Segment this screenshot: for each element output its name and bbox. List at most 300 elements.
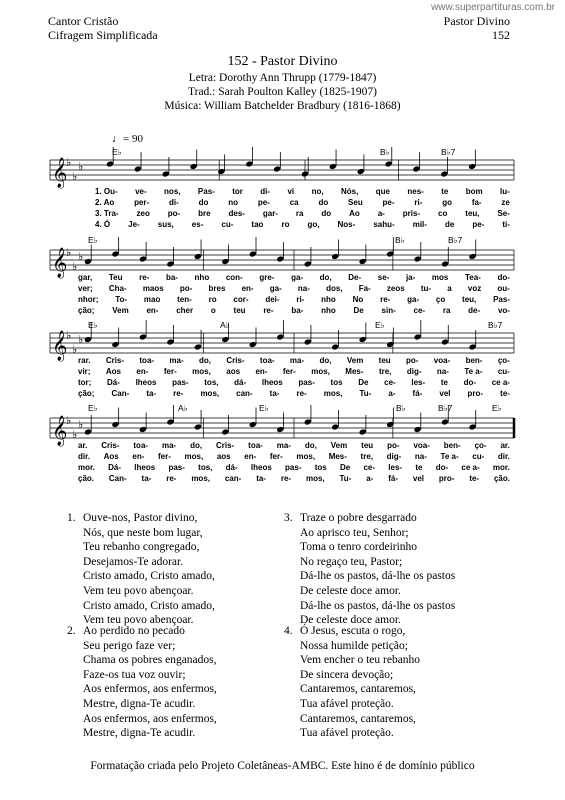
lyric-syllable: a- — [366, 474, 374, 483]
lyric-syllable: nho — [321, 295, 336, 304]
lyric-syllable: go — [442, 198, 452, 207]
lyric-syllable: vel — [412, 474, 424, 483]
lyric-syllable: les- — [411, 378, 426, 387]
stanza-line: Mestre, digna-Te acudir. — [83, 727, 196, 740]
lyric-syllable: do — [321, 209, 332, 218]
lyric-syllable: lheos — [134, 463, 156, 472]
lyric-syllable: fá- — [388, 474, 398, 483]
lyric-syllable: Cris- — [226, 356, 245, 365]
stanza-3 — [284, 511, 456, 628]
chord: B♭7 — [438, 403, 453, 413]
lyric-syllable: en- — [136, 367, 149, 376]
lyric-syllable: rar. — [78, 356, 91, 365]
chord: E♭ — [112, 147, 122, 157]
lyric-syllable: na- — [297, 284, 310, 293]
lyric-syllable: ri- — [296, 295, 305, 304]
lyric-syllable: ço- — [474, 441, 487, 450]
chord: A♭ — [220, 320, 230, 330]
system-2-lyrics — [78, 272, 510, 316]
lyric-syllable: dig- — [406, 367, 422, 376]
lyric-syllable: mor. — [78, 463, 95, 472]
lyric-syllable: sus, — [157, 220, 174, 229]
lyric-syllable: fer- — [282, 367, 296, 376]
lyric-syllable: sin- — [381, 306, 396, 315]
lyric-syllable: ou- — [497, 284, 510, 293]
chord: E♭ — [259, 403, 269, 413]
lyric-syllable: ze — [501, 198, 510, 207]
lyric-row — [95, 186, 510, 197]
stanza-line: De celeste doce amor. — [300, 614, 401, 627]
lyric-syllable: vi — [287, 187, 295, 196]
lyric-syllable: ço — [435, 295, 446, 304]
lyric-syllable: ce- — [384, 378, 396, 387]
lyric-syllable: ma- — [161, 441, 177, 450]
lyric-syllable: pro- — [438, 474, 455, 483]
lyric-syllable: co — [438, 209, 448, 218]
lyric-row — [78, 355, 510, 366]
lyric-syllable: nes- — [407, 187, 424, 196]
lyric-syllable: bre — [198, 209, 211, 218]
chord: E♭ — [375, 320, 385, 330]
lyric-syllable: pro- — [467, 389, 484, 398]
stanza-number: 2. — [67, 625, 76, 637]
lyric-syllable: ben- — [465, 356, 483, 365]
lyrics-credit: Letra: Dorothy Ann Thrupp (1779-1847) — [188, 72, 377, 84]
lyric-syllable: Fa- — [358, 284, 371, 293]
lyric-syllable: po- — [167, 209, 181, 218]
lyric-syllable: Seu — [348, 198, 363, 207]
stanza-line: Faze-os tua voz ouvir; — [83, 668, 186, 681]
lyric-syllable: pris- — [402, 209, 421, 218]
lyric-syllable: dig- — [386, 452, 402, 461]
system-3-lyrics — [78, 355, 510, 399]
lyric-syllable: Can- — [108, 474, 127, 483]
lyric-syllable: cu- — [497, 367, 510, 376]
lyric-row — [78, 462, 510, 473]
lyric-row — [78, 473, 510, 484]
lyric-syllable: maos — [142, 284, 164, 293]
translation-credit: Trad.: Sarah Poulton Kalley (1825-1907) — [188, 86, 377, 98]
lyric-syllable: fá- — [412, 389, 423, 398]
lyric-syllable: ri- — [414, 198, 423, 207]
book-name: Cantor Cristão — [48, 14, 119, 28]
lyric-syllable: con- — [225, 273, 243, 282]
lyric-syllable: do, — [319, 356, 332, 365]
lyric-syllable: do- — [497, 273, 510, 282]
lyric-row — [78, 366, 510, 377]
lyric-syllable: do, — [190, 441, 203, 450]
stanza-line: Cantaremos, cantaremos, — [300, 683, 416, 696]
stanza-line: Cristo amado, Cristo amado, — [83, 570, 215, 583]
chord: B♭ — [380, 147, 390, 157]
lyric-syllable: bom — [465, 187, 483, 196]
lyric-syllable: Nós, — [340, 187, 359, 196]
music-credit: Música: William Batchelder Bradbury (1816-1868) — [164, 100, 401, 112]
lyric-syllable: ra — [295, 209, 304, 218]
lyric-syllable: na- — [414, 452, 427, 461]
lyric-syllable: ce a- — [461, 463, 480, 472]
lyric-syllable: mos, — [192, 367, 211, 376]
lyric-syllable: can- — [224, 474, 242, 483]
system-4-lyrics — [78, 440, 510, 484]
lyric-syllable: ja- — [405, 273, 416, 282]
lyric-syllable: mos, — [200, 389, 220, 398]
lyric-row — [78, 388, 510, 399]
lyric-syllable: No — [352, 295, 364, 304]
lyric-syllable: De — [353, 306, 364, 315]
lyric-syllable: cu- — [221, 220, 234, 229]
chord: E♭ — [88, 320, 98, 330]
lyric-row — [95, 197, 510, 208]
lyric-syllable: a- — [388, 389, 396, 398]
treble-clef-icon: 𝄞 — [52, 416, 68, 446]
lyric-syllable: Can- — [111, 389, 130, 398]
lyric-syllable: De — [340, 463, 351, 472]
lyric-syllable: ar. — [78, 441, 88, 450]
lyric-syllable: ben- — [443, 441, 461, 450]
lyric-syllable: se- — [377, 273, 390, 282]
stanza-line: No regaço teu, Pastor; — [300, 555, 403, 568]
lyric-syllable: en- — [132, 452, 145, 461]
watermark-url[interactable]: www.superpartituras.com.br — [431, 2, 555, 13]
lyric-syllable: po- — [179, 284, 193, 293]
lyric-syllable: dei- — [265, 295, 280, 304]
lyric-syllable: nos, — [164, 187, 181, 196]
lyric-syllable: o — [210, 306, 216, 315]
chord: B♭ — [396, 403, 406, 413]
lyric-syllable: te — [441, 187, 449, 196]
stanza-line: Ouve-nos, Pastor divino, — [83, 512, 198, 524]
lyric-syllable: ma- — [289, 356, 305, 365]
lyric-syllable: lheos — [135, 378, 157, 387]
lyric-syllable: tos, — [198, 463, 213, 472]
lyric-syllable: teu — [378, 356, 391, 365]
stanza-4 — [284, 624, 421, 741]
lyric-syllable: gar- — [262, 209, 278, 218]
hymn-number-header: 152 — [492, 28, 510, 42]
lyric-syllable: que — [375, 187, 390, 196]
lyric-syllable: vo- — [497, 306, 510, 315]
lyric-syllable: teu — [361, 441, 374, 450]
flat-icon: ♭ — [78, 160, 84, 173]
lyric-syllable: di- — [260, 187, 271, 196]
lyric-syllable: Vem — [112, 306, 129, 315]
lyric-syllable: toa- — [259, 356, 275, 365]
lyric-syllable: vir; — [78, 367, 91, 376]
lyric-syllable: Ao — [349, 209, 360, 218]
lyric-syllable: Tu- — [339, 474, 352, 483]
stanza-line: Tua afável proteção. — [300, 697, 394, 710]
tempo-value: = 90 — [123, 133, 143, 145]
lyric-row — [78, 272, 510, 283]
stanza-line: Ao aprisco teu, Senhor; — [300, 526, 409, 539]
lyric-syllable: re- — [380, 295, 391, 304]
lyric-syllable: zeos — [386, 284, 405, 293]
lyric-syllable: 3. Tra- — [95, 209, 119, 218]
lyric-syllable: Cha- — [108, 284, 127, 293]
lyric-syllable: fer- — [158, 452, 171, 461]
lyric-syllable: zeo — [136, 209, 150, 218]
chord: A♭ — [178, 403, 188, 413]
lyric-syllable: mos, — [311, 367, 330, 376]
stanza-line: Tua afável proteção. — [300, 727, 394, 740]
treble-clef-icon: 𝄞 — [52, 158, 68, 188]
lyric-syllable: en- — [244, 452, 257, 461]
lyric-syllable: ca — [289, 198, 299, 207]
stanza-line: Nós, que neste bom lugar, — [83, 526, 203, 539]
lyric-syllable: Dá- — [108, 463, 122, 472]
lyric-row — [78, 440, 510, 451]
lyric-syllable: Tu- — [359, 389, 372, 398]
lyric-syllable: teu, — [465, 209, 480, 218]
flat-icon: ♭ — [72, 428, 78, 441]
stanza-2 — [67, 624, 217, 741]
stanza-number: 4. — [284, 625, 293, 637]
lyric-syllable: ço- — [497, 356, 510, 365]
lyric-syllable: De — [358, 378, 369, 387]
stanza-line: Desejamos-Te adorar. — [83, 555, 184, 568]
flat-icon: ♭ — [72, 170, 78, 183]
footer-note: Formatação criada pelo Projeto Coletâneas-AMBC. Este hino é de domínio público — [90, 760, 475, 772]
lyric-syllable: des- — [228, 209, 245, 218]
lyric-syllable: Nos- — [337, 220, 356, 229]
lyric-syllable: Cris- — [105, 356, 125, 365]
lyric-syllable: voa- — [433, 356, 451, 365]
lyric-syllable: re- — [263, 306, 274, 315]
lyric-syllable: 2. Ao — [95, 198, 115, 207]
lyric-syllable: lheos — [261, 378, 283, 387]
lyric-syllable: sahu- — [373, 220, 395, 229]
lyric-syllable: cor- — [233, 295, 249, 304]
lyric-syllable: tos — [330, 378, 343, 387]
lyric-syllable: Pas- — [197, 187, 215, 196]
flat-icon: ♭ — [72, 260, 78, 273]
lyric-syllable: ta- — [146, 389, 157, 398]
stanza-line: Dá-lhe os pastos, dá-lhe os pastos — [300, 570, 456, 583]
lyric-syllable: tos, — [204, 378, 219, 387]
lyric-syllable: go, — [307, 220, 320, 229]
lyric-syllable: teu, — [462, 295, 477, 304]
lyric-syllable: ção; — [78, 389, 95, 398]
lyric-syllable: po- — [387, 441, 400, 450]
lyric-syllable: do, — [304, 441, 317, 450]
lyric-row — [95, 208, 510, 219]
lyric-syllable: ra — [442, 306, 451, 315]
lyric-syllable: tre, — [378, 367, 392, 376]
lyric-syllable: ção. — [78, 474, 95, 483]
lyric-syllable: ver; — [78, 284, 93, 293]
lyric-syllable: Te a- — [464, 367, 483, 376]
lyric-syllable: per- — [134, 198, 150, 207]
stanza-line: Ao perdido no pecado — [83, 625, 185, 637]
lyric-syllable: dos, — [326, 284, 343, 293]
lyric-syllable: voz — [467, 284, 482, 293]
lyric-syllable: ce- — [363, 463, 376, 472]
system-1-lyrics — [95, 186, 510, 230]
lyric-syllable: do — [198, 198, 209, 207]
stanza-line: Dá-lhe os pastos, dá-lhe os pastos — [300, 599, 456, 612]
lyric-syllable: pas- — [172, 378, 189, 387]
lyric-row — [95, 219, 510, 230]
lyric-syllable: toa- — [248, 441, 263, 450]
stanza-line: Seu perigo faze ver; — [83, 639, 176, 652]
lyric-syllable: te- — [500, 389, 510, 398]
stanza-line: Aos enfermos, aos enfermos, — [83, 712, 217, 725]
lyric-syllable: ro — [208, 295, 217, 304]
lyric-syllable: do- — [463, 378, 477, 387]
lyric-syllable: mos, — [305, 474, 325, 483]
lyric-syllable: Aos — [105, 367, 121, 376]
lyric-syllable: fer- — [269, 452, 283, 461]
stanza-line: Aos enfermos, aos enfermos, — [83, 683, 217, 696]
lyric-syllable: Mes- — [328, 452, 347, 461]
lyric-syllable: te- — [469, 474, 480, 483]
lyric-syllable: ti- — [502, 220, 510, 229]
flat-icon: ♭ — [66, 246, 72, 259]
lyric-row — [78, 283, 510, 294]
stanza-line: Chama os pobres enganados, — [83, 654, 217, 667]
lyric-syllable: ga- — [269, 284, 282, 293]
lyric-syllable: fer- — [163, 367, 177, 376]
lyric-syllable: do — [318, 198, 329, 207]
lyric-syllable: ro — [281, 220, 290, 229]
lyric-syllable: Mes- — [345, 367, 364, 376]
flat-icon: ♭ — [78, 250, 84, 263]
lyric-syllable: mor. — [492, 463, 510, 472]
lyric-syllable: toa- — [133, 441, 149, 450]
lyric-syllable: mos, — [184, 452, 204, 461]
chord: B♭ — [395, 235, 405, 245]
stanza-line: Ó Jesus, escuta o rogo, — [300, 625, 406, 637]
lyric-syllable: lu- — [500, 187, 510, 196]
lyric-syllable: te — [440, 378, 448, 387]
flat-icon: ♭ — [78, 333, 84, 346]
lyric-syllable: 1. Ou- — [95, 187, 118, 196]
lyric-syllable: Vem — [346, 356, 364, 365]
stanza-line: Nossa humilde petição; — [300, 639, 408, 652]
chord: E♭ — [492, 403, 502, 413]
lyric-syllable: tor — [232, 187, 243, 196]
lyric-syllable: de — [444, 220, 455, 229]
lyric-syllable: ga- — [407, 295, 420, 304]
lyric-syllable: di- — [169, 198, 179, 207]
lyric-syllable: ga- — [291, 273, 304, 282]
lyric-row — [78, 451, 510, 462]
stanza-line: Cristo amado, Cristo amado, — [83, 599, 215, 612]
lyric-syllable: Pas- — [493, 295, 510, 304]
lyric-syllable: pe- — [257, 198, 270, 207]
lyric-syllable: gre- — [259, 273, 275, 282]
lyric-syllable: Aos — [103, 452, 119, 461]
lyric-syllable: voa- — [413, 441, 430, 450]
stanza-1 — [67, 511, 215, 628]
lyric-syllable: mil- — [412, 220, 427, 229]
flat-icon: ♭ — [72, 343, 78, 356]
lyric-syllable: ba- — [291, 306, 304, 315]
lyric-syllable: Cris- — [101, 441, 120, 450]
lyric-syllable: dá- — [225, 463, 238, 472]
lyric-syllable: pe- — [472, 220, 485, 229]
lyric-syllable: dir. — [497, 452, 510, 461]
lyric-syllable: re- — [166, 474, 177, 483]
lyric-syllable: po- — [406, 356, 419, 365]
lyric-syllable: mos, — [191, 474, 210, 483]
stanza-number: 1. — [67, 512, 76, 524]
lyric-syllable: ten- — [177, 295, 192, 304]
lyric-syllable: en- — [146, 306, 159, 315]
lyric-syllable: ar. — [500, 441, 510, 450]
lyric-syllable: de- — [468, 306, 481, 315]
lyric-syllable: cu- — [472, 452, 485, 461]
lyric-syllable: ma- — [276, 441, 291, 450]
lyric-syllable: ta- — [141, 474, 152, 483]
lyric-syllable: a- — [377, 209, 385, 218]
stanza-line: De celeste doce amor. — [300, 584, 401, 597]
page-title: 152 - Pastor Divino — [227, 54, 338, 69]
hymn-name-header: Pastor Divino — [443, 14, 510, 28]
stanza-line: Vem encher o teu rebanho — [300, 654, 421, 667]
lyric-syllable: do- — [435, 463, 449, 472]
lyric-syllable: do, — [198, 356, 211, 365]
lyric-syllable: na- — [436, 367, 449, 376]
lyric-syllable: ve- — [135, 187, 147, 196]
lyric-syllable: teu — [233, 306, 246, 315]
stanza-line: De sincera devoção; — [300, 668, 394, 681]
lyric-syllable: 4. Ó — [95, 220, 111, 229]
lyric-syllable: ção; — [78, 306, 95, 315]
flat-icon: ♭ — [78, 418, 84, 431]
flat-icon: ♭ — [66, 156, 72, 169]
treble-clef-icon: 𝄞 — [52, 248, 68, 278]
lyric-syllable: Tea- — [464, 273, 481, 282]
lyric-syllable: mao — [143, 295, 161, 304]
treble-clef-icon: 𝄞 — [52, 331, 68, 361]
lyric-syllable: mos, — [296, 452, 316, 461]
lyric-syllable: ba- — [165, 273, 178, 282]
lyric-syllable: De- — [348, 273, 362, 282]
lyric-syllable: gar, — [78, 273, 93, 282]
lyric-syllable: can- — [236, 389, 253, 398]
lyric-syllable: tu- — [420, 284, 432, 293]
lyric-syllable: les- — [388, 463, 403, 472]
lyric-syllable: dir. — [78, 452, 91, 461]
lyric-syllable: re- — [280, 474, 292, 483]
lyric-syllable: aos — [216, 452, 231, 461]
lyric-syllable: en- — [255, 367, 268, 376]
chord: B♭7 — [448, 235, 463, 245]
stanza-line: Toma o tenro cordeirinho — [300, 541, 418, 554]
lyric-syllable: ta- — [269, 389, 280, 398]
stanza-line: Cantaremos, cantaremos, — [300, 712, 416, 725]
lyric-syllable: tor; — [78, 378, 92, 387]
lyric-syllable: ma- — [169, 356, 184, 365]
lyric-syllable: pas- — [298, 378, 315, 387]
lyric-syllable: nhor; — [78, 295, 99, 304]
lyric-syllable: re- — [296, 389, 307, 398]
lyric-syllable: Vem — [330, 441, 348, 450]
lyric-syllable: tos — [314, 463, 327, 472]
lyric-syllable: To- — [115, 295, 128, 304]
lyric-syllable: es- — [191, 220, 204, 229]
lyric-syllable: cher — [176, 306, 194, 315]
lyric-syllable: dá- — [234, 378, 247, 387]
stanza-line: Traze o pobre desgarrado — [300, 512, 417, 524]
quarter-note-icon: ♩ — [112, 133, 123, 145]
lyric-syllable: pe- — [382, 198, 395, 207]
lyric-syllable: tre, — [360, 452, 373, 461]
lyric-syllable: a — [447, 284, 452, 293]
stanza-line: Vem teu povo abençoar. — [83, 614, 194, 627]
